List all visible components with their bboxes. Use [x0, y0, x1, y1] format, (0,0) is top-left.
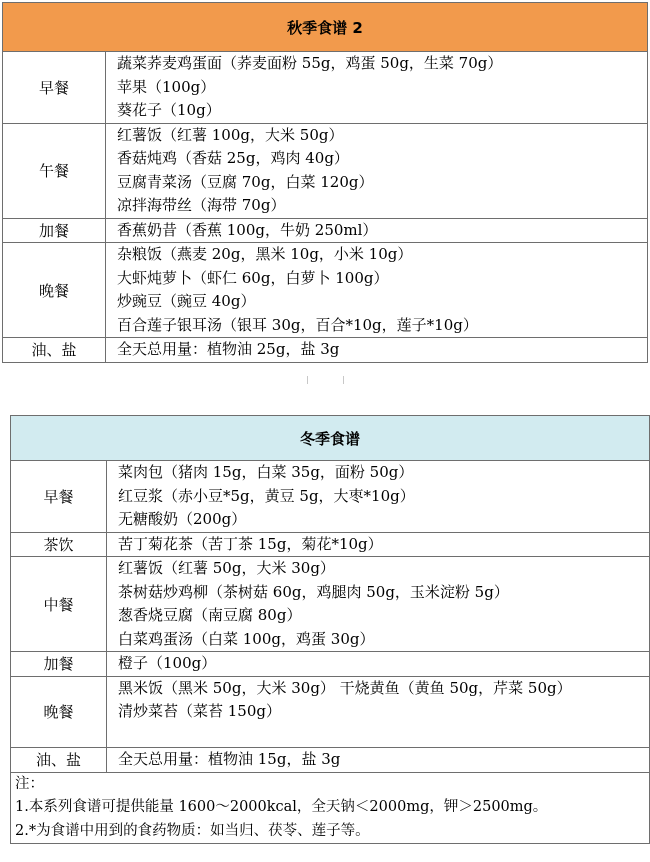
- meal-row: [11, 532, 650, 557]
- dish-line: 清炒菜苔（菜苔 150g）: [118, 702, 282, 720]
- meal-row: [11, 461, 650, 533]
- note-line: 2.*为食谱中用到的食药物质：如当归、茯苓、莲子等。: [15, 822, 370, 839]
- meal-label: 油、盐: [11, 748, 107, 773]
- meal-label: 加餐: [3, 218, 106, 243]
- meal-items: [107, 461, 650, 533]
- note-line: 1.本系列食谱可提供能量 1600～2000kcal，全天钠＜2000mg，钾＞2500mg。: [15, 799, 548, 815]
- dish-line: 凉拌海带丝（海带 70g）: [117, 196, 286, 214]
- meal-label: 午餐: [3, 123, 106, 218]
- autumn-recipe-table: [2, 2, 648, 363]
- meal-label: 早餐: [3, 52, 106, 124]
- dish-line: 全天总用量：植物油 25g，盐 3g: [117, 340, 340, 358]
- dish-line: 苹果（100g）: [117, 77, 216, 96]
- dish-line: 菜肉包（猪肉 15g，白菜 35g，面粉 50g）: [118, 463, 414, 481]
- dish-line: 葱香烧豆腐（南豆腐 80g）: [118, 606, 302, 624]
- meal-items: [106, 243, 648, 338]
- meal-row: [11, 748, 650, 773]
- meal-items: [106, 218, 648, 243]
- dish-line: 橙子（100g）: [118, 654, 217, 672]
- dish-line: 百合莲子银耳汤（银耳 30g，百合*10g，莲子*10g）: [117, 315, 478, 334]
- meal-row: [3, 218, 648, 243]
- dish-line: 无糖酸奶（200g）: [118, 510, 247, 528]
- dish-line: 豆腐青菜汤（豆腐 70g，白菜 120g）: [117, 172, 374, 191]
- meal-row: [3, 243, 648, 338]
- dish-line: 红薯饭（红薯 100g，大米 50g）: [117, 125, 344, 144]
- meal-items: [107, 532, 650, 557]
- dish-line: 香蕉奶昔（香蕉 100g，牛奶 250ml）: [117, 220, 378, 239]
- meal-row: [3, 338, 648, 363]
- meal-label: 加餐: [11, 652, 107, 677]
- autumn-title: 秋季食谱 2: [3, 3, 648, 52]
- dish-line: [118, 724, 649, 748]
- dish-line: 白菜鸡蛋汤（白菜 100g，鸡蛋 30g）: [118, 629, 375, 648]
- meal-label: 早餐: [11, 461, 107, 533]
- dish-line: 杂粮饭（燕麦 20g，黑米 10g，小米 10g）: [117, 245, 413, 263]
- meal-label: 中餐: [11, 557, 107, 652]
- meal-label: 茶饮: [11, 532, 107, 557]
- winter-recipe-table: [10, 415, 650, 844]
- dish-line: 红豆浆（赤小豆*5g，黄豆 5g，大枣*10g）: [118, 486, 415, 505]
- dish-line: 茶树菇炒鸡柳（茶树菇 60g，鸡腿肉 50g，玉米淀粉 5g）: [118, 582, 509, 601]
- meal-items: [106, 123, 648, 218]
- dish-line: 炒豌豆（豌豆 40g）: [117, 292, 256, 310]
- meal-row: [11, 557, 650, 652]
- dish-line: 大虾炖萝卜（虾仁 60g，白萝卜 100g）: [117, 268, 389, 287]
- meal-items: [107, 748, 650, 773]
- meal-items: [106, 52, 648, 124]
- meal-label: 晚餐: [11, 676, 107, 748]
- meal-label: 油、盐: [3, 338, 106, 363]
- page-break-marks: [307, 376, 345, 384]
- autumn-rows: [3, 52, 648, 363]
- meal-row: [11, 652, 650, 677]
- meal-items: [107, 652, 650, 677]
- meal-row: [11, 676, 650, 748]
- dish-line: 全天总用量：植物油 15g，盐 3g: [118, 750, 341, 768]
- winter-title: 冬季食谱: [11, 416, 650, 461]
- note-heading: 注：: [15, 775, 44, 792]
- dish-line: 红薯饭（红薯 50g，大米 30g）: [118, 559, 335, 577]
- meal-row: [3, 123, 648, 218]
- dish-line: 香菇炖鸡（香菇 25g，鸡肉 40g）: [117, 149, 349, 167]
- meal-row: [3, 52, 648, 124]
- dish-line: 苦丁菊花茶（苦丁茶 15g，菊花*10g）: [118, 534, 383, 553]
- meal-label: 晚餐: [3, 243, 106, 338]
- meal-items: [107, 676, 650, 748]
- notes-cell: [11, 772, 650, 844]
- winter-rows: [11, 461, 650, 773]
- dish-line: 葵花子（10g）: [117, 101, 221, 119]
- meal-items: [106, 338, 648, 363]
- dish-line: 黑米饭（黑米 50g，大米 30g） 干烧黄鱼（黄鱼 50g，芹菜 50g）: [118, 678, 572, 697]
- dish-line: 蔬菜荞麦鸡蛋面（荞麦面粉 55g，鸡蛋 50g，生菜 70g）: [117, 54, 503, 72]
- meal-items: [107, 557, 650, 652]
